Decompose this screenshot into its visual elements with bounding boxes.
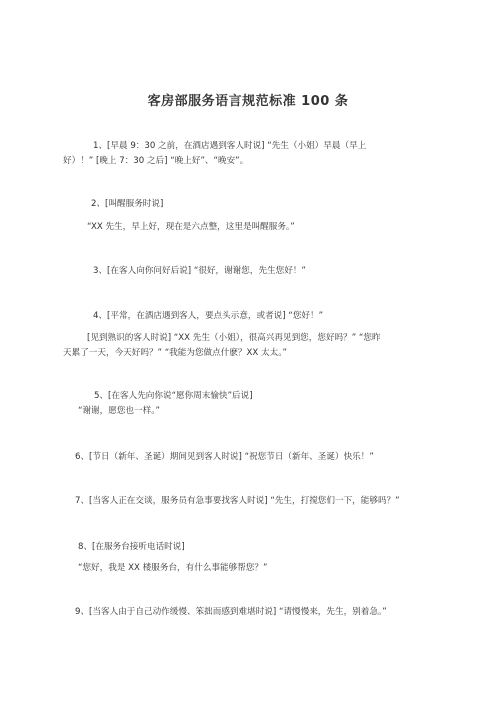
- item-4-text: 4、[平常，在酒店遇到客人，要点头示意，或者说] “您好！”: [93, 311, 324, 321]
- document-title: 客房部服务语言规范标准 100 条: [147, 94, 349, 109]
- item-6-text: 6、[节日（新年、圣诞）期间见到客人时说] “祝您节日（新年、圣诞）快乐！”: [75, 452, 374, 462]
- item-1-line-2: 好）！” [晚上 7：30 之后] “晚上好”、“晚安”。: [63, 156, 249, 166]
- item-5-heading: 5、[在客人先向你说“愿你周末愉快”后说]: [94, 391, 253, 401]
- item-4-greeting-line-1: [见到熟识的客人时说] “XX 先生（小姐），很高兴再见到您，您好吗？” “您昨: [87, 333, 381, 343]
- item-4-greeting-line-2: 天累了一天，今天好吗？” “我能为您做点什麽？XX 太太。”: [63, 348, 287, 358]
- item-7-text: 7、[当客人正在交谈，服务员有急事要找客人时说] “先生，打搅您们一下，能够吗？”: [75, 496, 400, 506]
- item-8-heading: 8、[在服务台接听电话时说]: [78, 542, 185, 552]
- item-2-text: “XX 先生，早上好，现在是六点整，这里是叫醒服务。”: [87, 222, 295, 232]
- item-5-text: “谢谢，愿您也一样。”: [78, 406, 160, 416]
- item-9-text: 9、[当客人由于自己动作缓慢、笨拙而感到难堪时说] “请慢慢来，先生，别着急。”: [75, 607, 387, 617]
- item-8-text: “您好，我是 XX 楼服务台，有什么事能够帮您？”: [78, 563, 268, 573]
- item-2-heading: 2、[叫醒服务时说]: [91, 199, 164, 209]
- item-3-text: 3、[在客人向你问好后说] “很好，谢谢您，先生您好！”: [93, 266, 306, 276]
- item-1-line-1: 1、[早晨 9：30 之前，在酒店遇到客人时说] “先生（小姐）早晨（早上: [93, 141, 367, 151]
